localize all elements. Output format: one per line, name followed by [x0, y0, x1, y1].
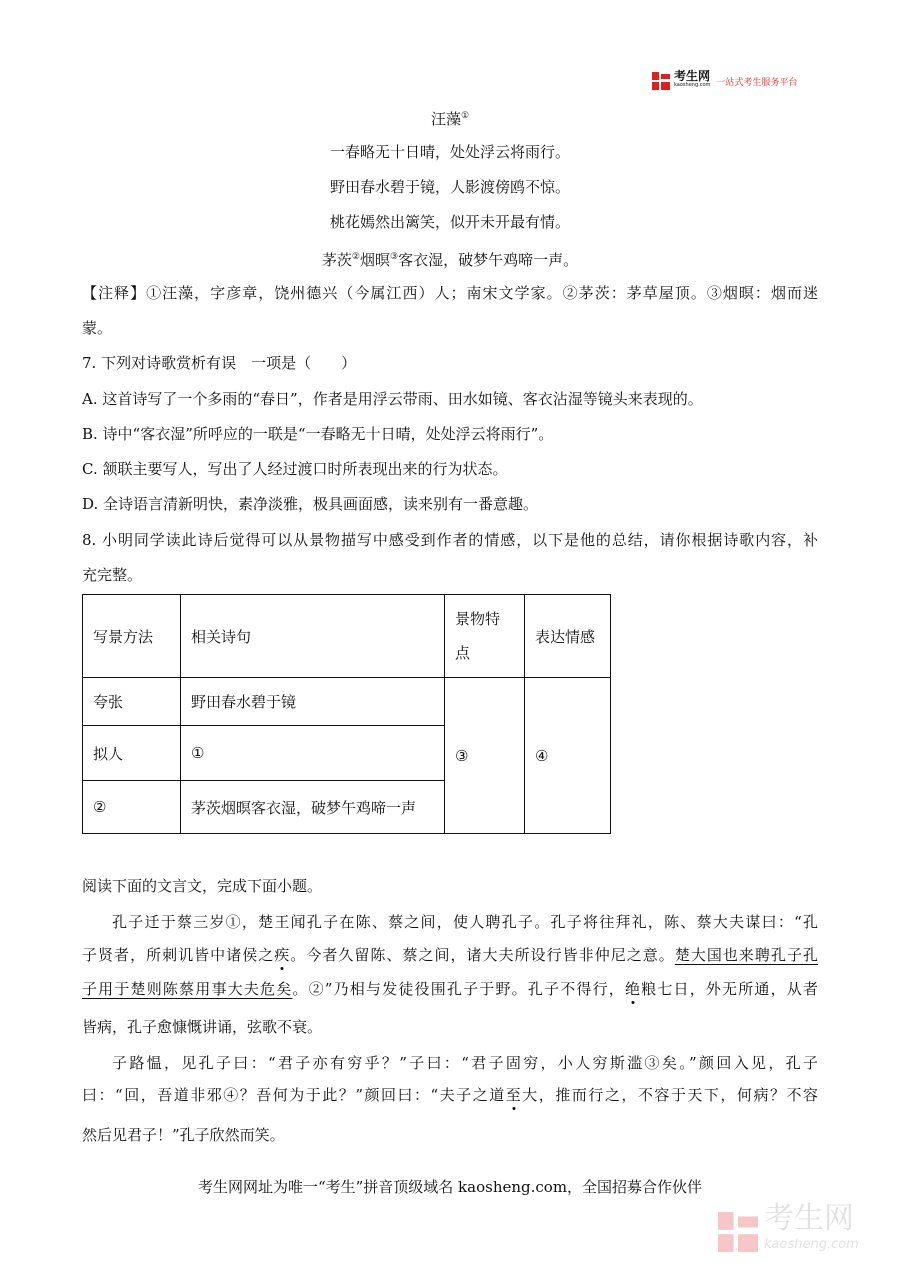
- question-8-stem: 充完整。: [82, 566, 143, 584]
- table-cell: ①: [181, 726, 445, 781]
- watermark-sub: kaosheng.com: [764, 1237, 859, 1252]
- passage-line: 然后见君子！”孔子欣然而笑。: [82, 1126, 285, 1144]
- table-cell: 夸张: [83, 678, 181, 726]
- annotation: 【注释】①汪藻，字彦章，饶州德兴（今属江西）人；南宋文学家。②茅茨：茅草屋顶。③烟暝：烟而迷: [82, 284, 818, 302]
- passage-line: 孔子迁于蔡三岁①，楚王闻孔子在陈、蔡之间，使人聘孔子。孔子将往拜礼，陈、蔡大夫谋曰：“孔: [112, 913, 818, 931]
- poem-line: 茅茨②烟暝③客衣湿，破梦午鸡啼一声。: [321, 251, 579, 269]
- question-7-stem: 7. 下列对诗歌赏析有误 一项是（ ）: [82, 354, 357, 372]
- option-a: A. 这首诗写了一个多雨的“春日”，作者是用浮云带雨、田水如镜、客衣沾湿等镜头来表现的。: [82, 390, 703, 408]
- table-cell: 拟人: [83, 726, 181, 781]
- table-header: 相关诗句: [181, 595, 445, 678]
- option-c: C. 颔联主要写人，写出了人经过渡口时所表现出来的行为状态。: [82, 460, 508, 478]
- poem-line: 桃花嫣然出篱笑，似开未开最有情。: [329, 213, 570, 231]
- logo-text: 考生网: [674, 69, 711, 83]
- table-cell: 野田春水碧于镜: [181, 678, 445, 726]
- question-8-stem: 8. 小明同学读此诗后觉得可以从景物描写中感受到作者的情感，以下是他的总结，请你根据诗歌内容，补: [82, 531, 818, 549]
- passage-line: 曰：“回，吾道非邪④？吾何为于此？”颜回曰：“夫子之道至大，推而行之，不容于天下，何病？不容: [82, 1086, 818, 1104]
- table-cell: ②: [83, 781, 181, 834]
- passage-line: 子路愠，见孔子曰：“君子亦有穷乎？”子曰：“君子固穷，小人穷斯滥③矣。”颜回入见，孔子: [112, 1054, 818, 1072]
- underlined-sentence: 楚大国也来聘孔子孔: [674, 946, 818, 964]
- option-d: D. 全诗语言清新明快，素净淡雅，极具画面感，读来别有一番意趣。: [82, 495, 539, 513]
- table-cell-blank-4: ④: [525, 678, 611, 834]
- header-logo[interactable]: [652, 69, 798, 90]
- table-header: 写景方法: [83, 595, 181, 678]
- kaosheng-logo-icon: [652, 72, 670, 90]
- answer-table: [82, 594, 611, 834]
- table-cell: 茅茨烟暝客衣湿，破梦午鸡啼一声: [181, 781, 445, 834]
- logo-slogan: 一站式考生服务平台: [716, 77, 798, 88]
- passage-line: 子用于楚则陈蔡用事大夫危矣。②”乃相与发徒役围孔子于野。孔子不得行，绝粮七日，外无所通，从者: [82, 980, 818, 998]
- table-cell-blank-3: ③: [445, 678, 525, 834]
- poem-line: 野田春水碧于镜，人影渡傍鸥不惊。: [329, 178, 570, 196]
- page-footer: 考生网网址为唯一“考生”拼音顶级域名 kaosheng.com，全国招募合作伙伴: [197, 1178, 703, 1196]
- logo-sub: kaosheng.com: [674, 82, 711, 88]
- option-b: B. 诗中“客衣湿”所呼应的一联是“一春略无十日晴，处处浮云将雨行”。: [82, 425, 554, 443]
- poem-line: 一春略无十日晴，处处浮云将雨行。: [329, 143, 570, 161]
- poem-title: 汪藻①: [430, 110, 470, 128]
- table-header: 景物特点: [445, 595, 525, 678]
- underlined-sentence: 子用于楚则陈蔡用事大夫危矣: [82, 980, 293, 998]
- passage-line: 皆病，孔子愈慷慨讲诵，弦歌不衰。: [82, 1018, 323, 1036]
- passage-intro: 阅读下面的文言文，完成下面小题。: [82, 877, 323, 895]
- table-header: 表达情感: [525, 595, 611, 678]
- watermark: [718, 1201, 859, 1258]
- watermark-logo-icon: [718, 1210, 758, 1254]
- watermark-text: 考生网: [764, 1201, 854, 1236]
- annotation: 蒙。: [82, 319, 113, 337]
- passage-line: 子贤者，所刺讥皆中诸侯之疾。今者久留陈、蔡之间，诸大夫所设行皆非仲尼之意。楚大国也来聘孔子孔: [82, 946, 818, 964]
